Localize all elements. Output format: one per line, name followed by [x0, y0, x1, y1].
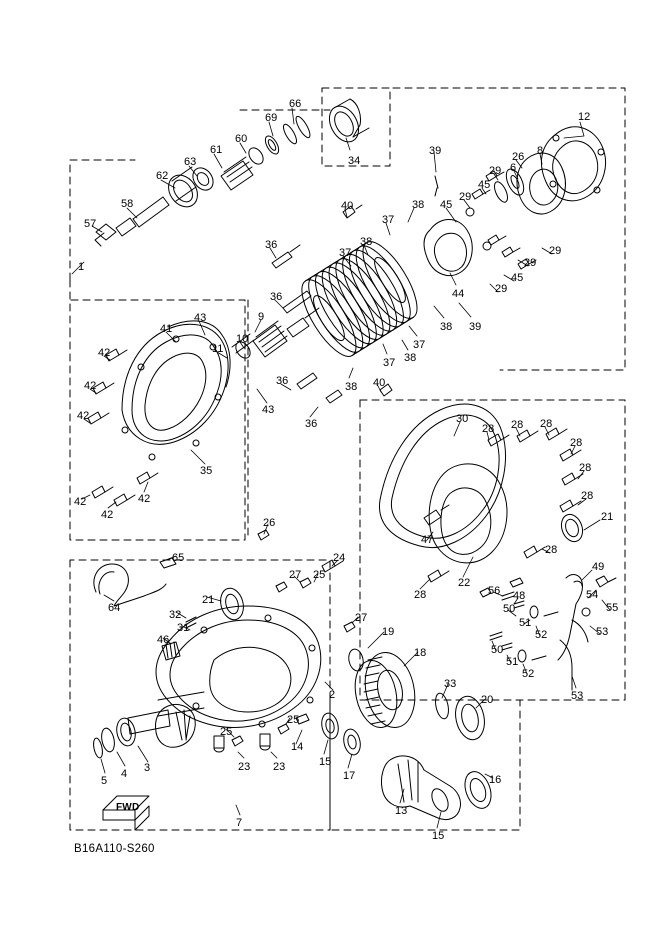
callout-number: 34: [348, 155, 361, 167]
callout-number: 45: [440, 199, 453, 211]
callout-number: 30: [456, 413, 469, 425]
callout-number: 40: [341, 200, 354, 212]
callout-number: 38: [345, 381, 358, 393]
callout-number: 50: [491, 644, 504, 656]
callout-number: 18: [414, 647, 427, 659]
callout-number: 29: [459, 191, 472, 203]
callout-number: 29: [489, 165, 502, 177]
callout-number: 39: [469, 321, 482, 333]
callout-number: 28: [581, 490, 594, 502]
fwd-direction-badge: [103, 795, 149, 821]
callout-number: 28: [482, 423, 495, 435]
callout-number: 37: [383, 357, 396, 369]
callout-number: 35: [200, 465, 213, 477]
callout-number: 38: [404, 352, 417, 364]
callout-number: 50: [503, 603, 516, 615]
callout-number: 54: [586, 589, 599, 601]
callout-number: 16: [489, 774, 502, 786]
callout-number: 17: [343, 770, 356, 782]
callout-number: 38: [440, 321, 453, 333]
callout-number: 14: [291, 741, 304, 753]
callout-number: 51: [506, 656, 519, 668]
callout-number: 40: [373, 377, 386, 389]
callout-number: 28: [540, 418, 553, 430]
callout-number: 7: [236, 817, 243, 829]
callout-number: 39: [429, 145, 442, 157]
callout-number: 28: [570, 437, 583, 449]
callout-number: 13: [395, 805, 408, 817]
callout-number: 9: [258, 311, 265, 323]
callout-number: 38: [360, 236, 373, 248]
callout-number: 44: [452, 288, 465, 300]
callout-number: 11: [212, 343, 224, 355]
callout-number: 3: [144, 762, 151, 774]
callout-number: 42: [84, 380, 97, 392]
callout-number: 2: [329, 689, 336, 701]
callout-number: 1: [78, 261, 85, 273]
callout-number: 33: [444, 678, 457, 690]
callout-number: 43: [194, 312, 207, 324]
fwd-label: FWD: [116, 802, 140, 813]
callout-number: 58: [121, 198, 134, 210]
callout-number: 25: [287, 714, 300, 726]
callout-number: 51: [519, 617, 532, 629]
callout-number: 64: [108, 602, 121, 614]
callout-number: 28: [511, 419, 524, 431]
callout-number: 37: [382, 214, 395, 226]
callout-number: 10: [236, 333, 249, 345]
callout-number: 36: [265, 239, 278, 251]
callout-number: 25: [313, 569, 326, 581]
callout-number: 31: [177, 622, 190, 634]
callout-number: 12: [578, 111, 591, 123]
callout-number: 56: [488, 585, 501, 597]
callout-number: 27: [355, 612, 368, 624]
callout-number: 36: [270, 291, 283, 303]
callout-number: 27: [289, 569, 302, 581]
callout-number: 47: [421, 534, 434, 546]
diagram-part-code: B16A110-S260: [74, 843, 155, 855]
callout-number: 15: [319, 756, 332, 768]
callout-number: 63: [184, 156, 197, 168]
callout-number: 52: [522, 668, 535, 680]
callout-number: 26: [512, 151, 525, 163]
callout-number: 45: [511, 272, 524, 284]
callout-number: 53: [596, 626, 609, 638]
callout-number: 43: [262, 404, 275, 416]
callout-number: 29: [524, 257, 537, 269]
callout-number: 29: [495, 283, 508, 295]
callout-number: 32: [169, 609, 182, 621]
callout-number: 36: [305, 418, 318, 430]
callout-number: 20: [481, 694, 494, 706]
callout-number: 5: [101, 775, 108, 787]
callout-number: 53: [571, 690, 584, 702]
callout-number: 42: [138, 493, 151, 505]
callout-number: 25: [220, 726, 233, 738]
callout-number: 66: [289, 98, 302, 110]
callout-number: 28: [545, 544, 558, 556]
callout-number: 8: [537, 145, 544, 157]
callout-number: 38: [412, 199, 425, 211]
callout-number: 45: [478, 179, 491, 191]
callout-number: 4: [121, 768, 128, 780]
callout-number: 46: [157, 634, 170, 646]
callout-number: 23: [238, 761, 251, 773]
callout-number: 22: [458, 577, 471, 589]
callout-number: 42: [77, 410, 90, 422]
callout-number: 60: [235, 133, 248, 145]
callout-number: 55: [606, 602, 619, 614]
callout-number: 61: [210, 144, 223, 156]
callout-number: 42: [101, 509, 114, 521]
callout-number: 42: [98, 347, 111, 359]
callout-number: 21: [202, 594, 215, 606]
callout-number: 41: [160, 323, 173, 335]
callout-number: 62: [156, 170, 169, 182]
callout-number: 24: [333, 552, 346, 564]
callout-number: 28: [414, 589, 427, 601]
callout-number: 21: [601, 511, 614, 523]
callout-number: 29: [549, 245, 562, 257]
callout-number: 15: [432, 830, 445, 842]
callout-number: 37: [413, 339, 426, 351]
callout-number: 65: [172, 552, 185, 564]
callout-number: 23: [273, 761, 286, 773]
callout-number: 37: [339, 247, 352, 259]
callout-number: 49: [592, 561, 605, 573]
callout-number: 28: [579, 462, 592, 474]
callout-number: 36: [276, 375, 289, 387]
callout-number: 26: [263, 517, 276, 529]
callout-number: 19: [382, 626, 395, 638]
callout-number: 48: [513, 590, 526, 602]
callout-number: 57: [84, 218, 97, 230]
callout-number: 69: [265, 112, 278, 124]
callout-number: 6: [510, 162, 517, 174]
callout-number: 52: [535, 629, 548, 641]
callout-number: 42: [74, 496, 87, 508]
